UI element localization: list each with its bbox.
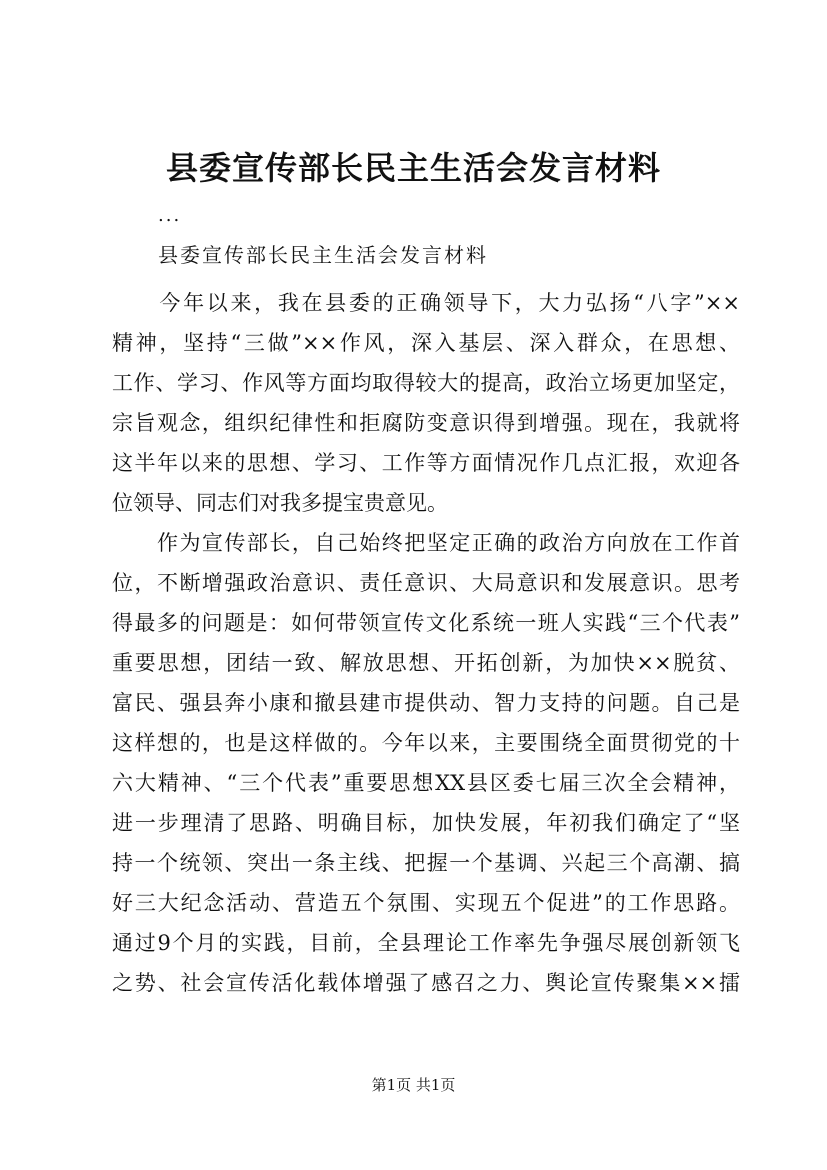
text-line: 这半年以来的思想、学习、工作等方面情况作几点汇报，欢迎各 — [112, 451, 740, 475]
text-line: 这样想的，也是这样做的。今年以来，主要围绕全面贯彻党的十 — [112, 731, 740, 755]
text-line: 得最多的问题是：如何带领宣传文化系统一班人实践“三个代表” — [112, 611, 740, 635]
text-line: 位领导、同志们对我多提宝贵意见。 — [112, 491, 448, 515]
text-line: 通过9个月的实践，目前，全县理论工作率先争强尽展创新领飞 — [112, 931, 740, 955]
document-body — [112, 283, 740, 1003]
ellipsis-marker: ... — [158, 205, 182, 226]
page-footer: 第1页 共1页 — [371, 1076, 456, 1094]
text-line: 好三大纪念活动、营造五个氛围、实现五个促进”的工作思路。 — [112, 891, 740, 915]
text-line: 宗旨观念，组织纪律性和拒腐防变意识得到增强。现在，我就将 — [112, 411, 740, 435]
document-title: 县委宣传部长民主生活会发言材料 — [165, 149, 661, 187]
text-line: 精神，坚持“三做”××作风，深入基层、深入群众，在思想、 — [112, 331, 740, 355]
text-line: 作为宣传部长，自己始终把坚定正确的政治方向放在工作首 — [112, 531, 740, 555]
text-line: 富民、强县奔小康和撤县建市提供动、智力支持的问题。自己是 — [112, 691, 740, 715]
text-line: 六大精神、“三个代表”重要思想XX县区委七届三次全会精神， — [112, 771, 740, 795]
paragraph-2 — [112, 523, 740, 1003]
text-line: 之势、社会宣传活化载体增强了感召之力、舆论宣传聚集××擂 — [112, 971, 740, 995]
text-line: 持一个统领、突出一条主线、把握一个基调、兴起三个高潮、搞 — [112, 851, 740, 875]
text-line: 重要思想，团结一致、解放思想、开拓创新，为加快××脱贫、 — [112, 651, 740, 675]
text-line: 今年以来，我在县委的正确领导下，大力弘扬“八字”×× — [112, 291, 740, 315]
text-line: 位，不断增强政治意识、责任意识、大局意识和发展意识。思考 — [112, 571, 740, 595]
paragraph-1 — [112, 283, 740, 523]
text-line: 进一步理清了思路、明确目标，加快发展，年初我们确定了“坚 — [112, 811, 740, 835]
text-line: 工作、学习、作风等方面均取得较大的提高，政治立场更加坚定， — [112, 371, 740, 395]
document-subtitle: 县委宣传部长民主生活会发言材料 — [158, 243, 488, 267]
